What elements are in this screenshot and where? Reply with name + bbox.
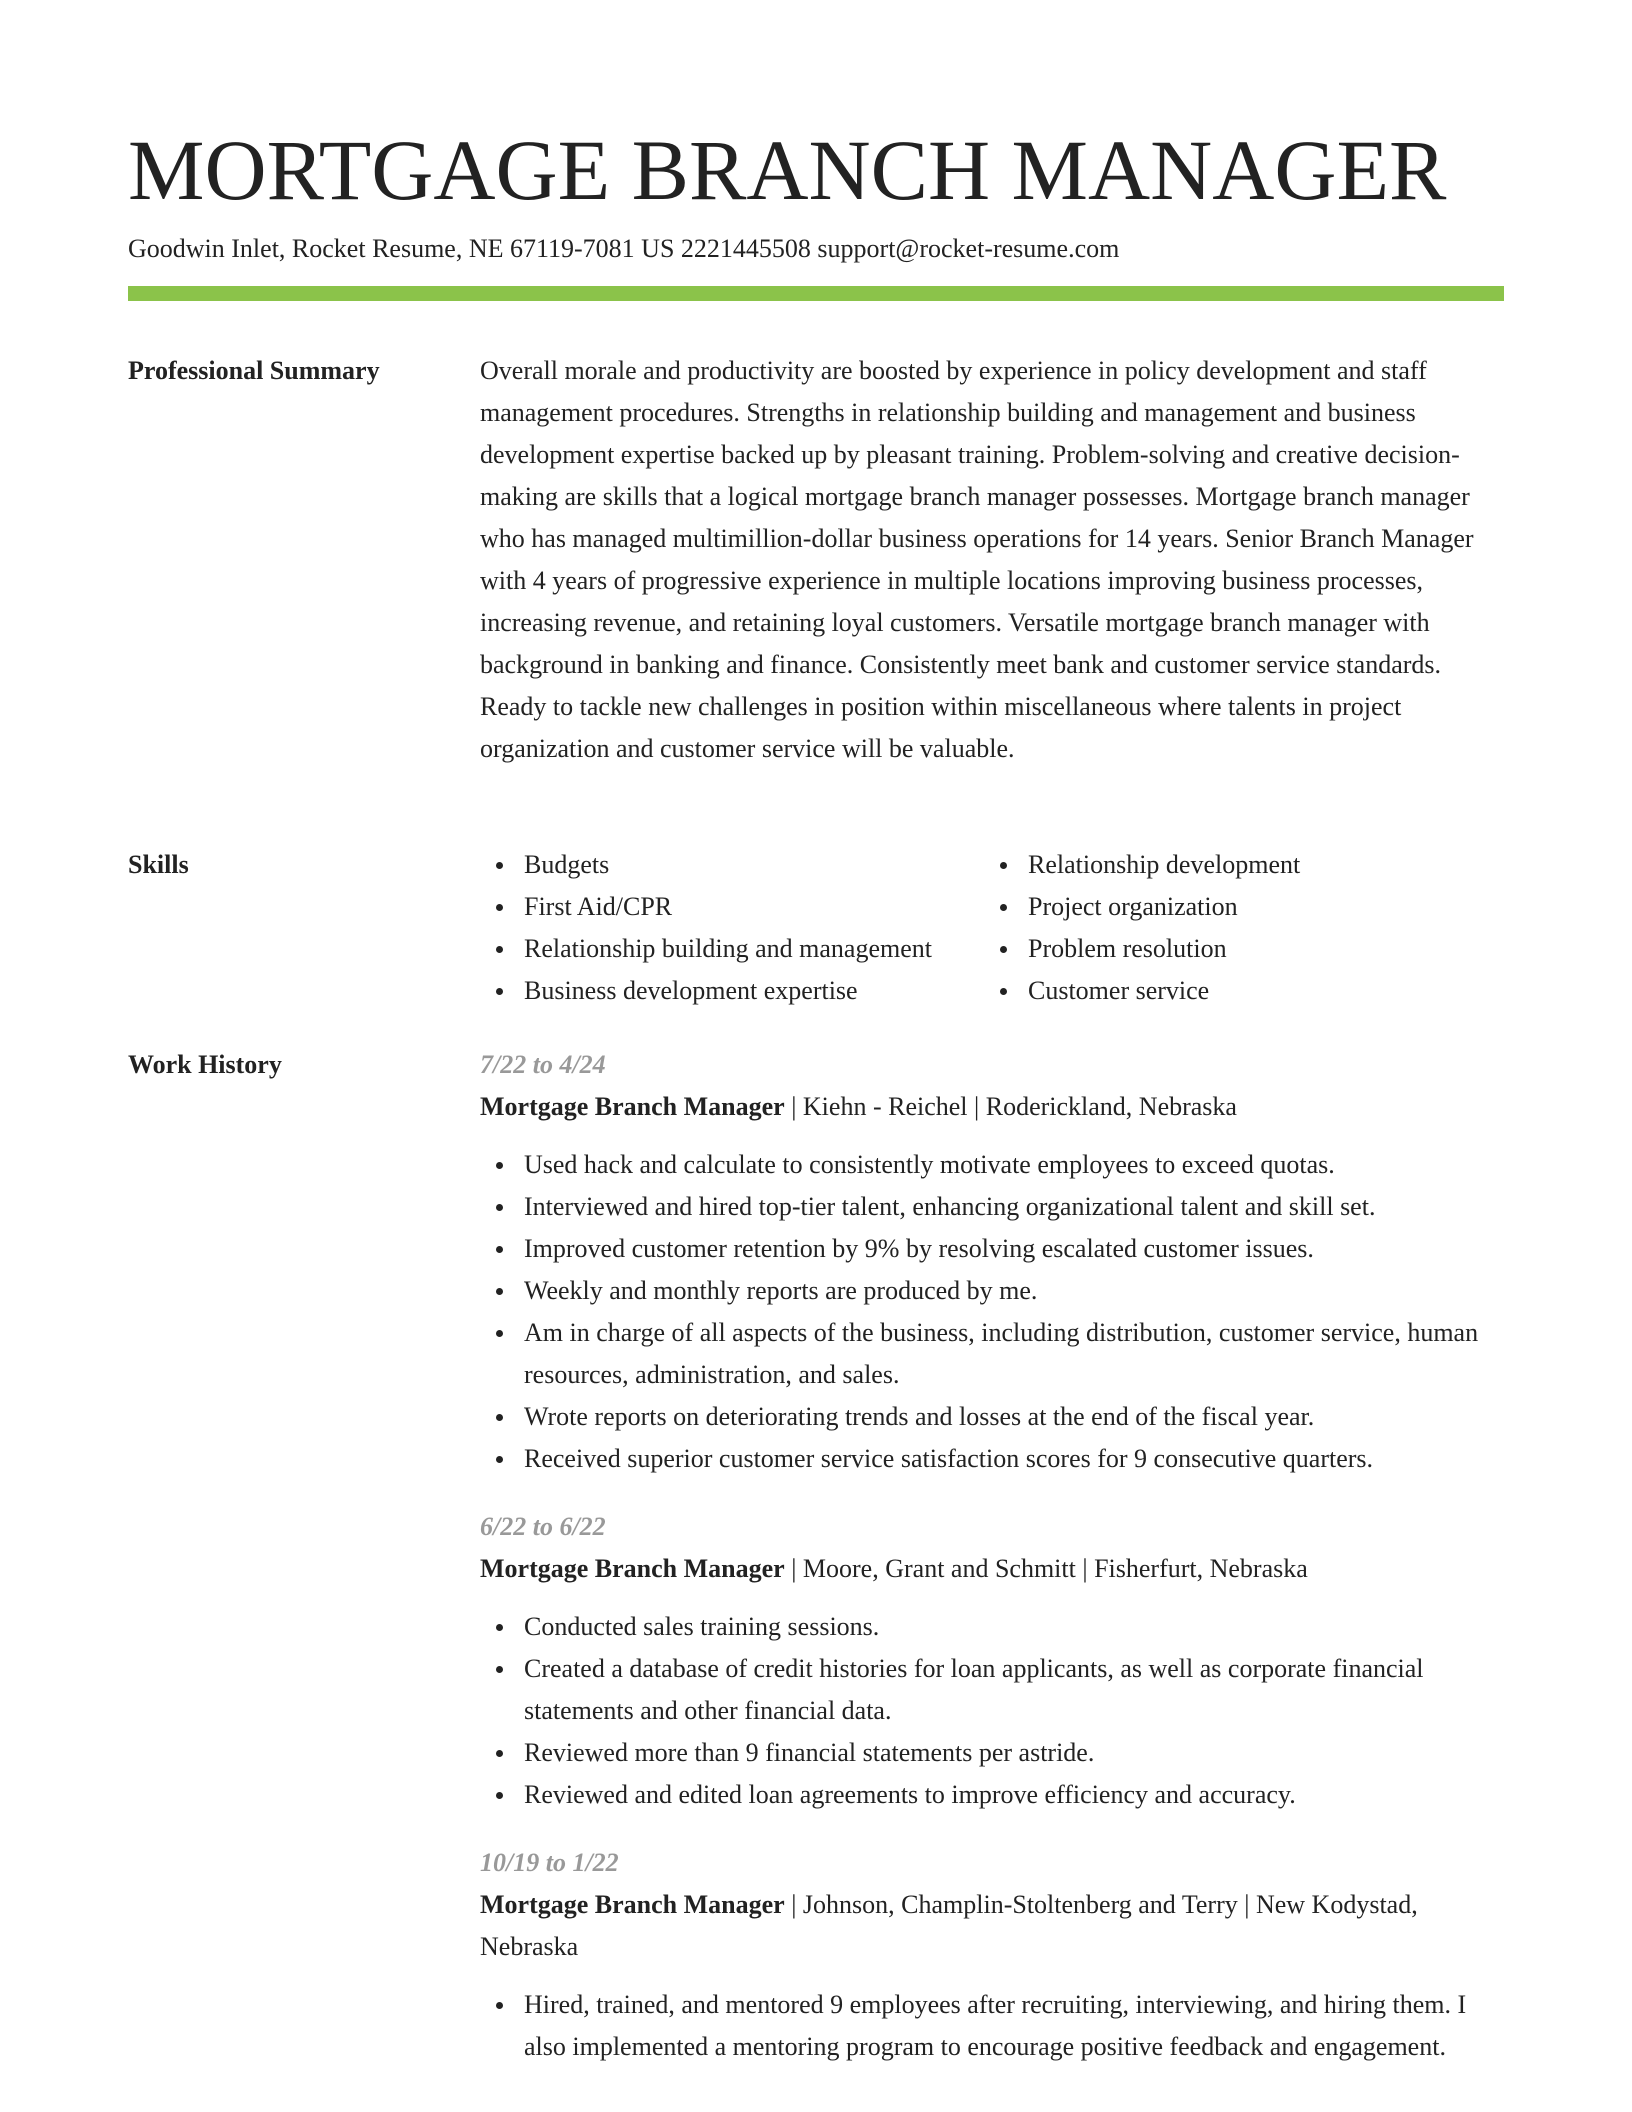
job-heading (480, 1086, 1504, 1128)
job-entry (480, 1842, 1504, 2068)
skills-heading: Skills (128, 850, 189, 879)
skill-item: Relationship building and management (480, 928, 984, 970)
job-title: Mortgage Branch Manager (480, 1554, 785, 1583)
skills-body (480, 844, 1504, 1012)
job-duty: Interviewed and hired top-tier talent, enhancing organizational talent and skill set. (480, 1186, 1504, 1228)
job-duty: Hired, trained, and mentored 9 employees after recruiting, interviewing, and hiring them. I also implemented a mentoring program to encourage positive feedback and engagement. (480, 1984, 1504, 2068)
skill-item: First Aid/CPR (480, 886, 984, 928)
skill-item: Project organization (984, 886, 1504, 928)
job-title: Mortgage Branch Manager (480, 1092, 785, 1121)
job-date: 7/22 to 4/24 (480, 1050, 606, 1079)
job-duty: Received superior customer service satisfaction scores for 9 consecutive quarters. (480, 1438, 1504, 1480)
resume-name-heading: MORTGAGE BRANCH MANAGER (128, 122, 1447, 218)
contact-info: Goodwin Inlet, Rocket Resume, NE 67119-7081 US 2221445508 support@rocket-resume.com (128, 234, 1120, 263)
job-entry (480, 1506, 1504, 1816)
skill-item: Business development expertise (480, 970, 984, 1012)
job-duties-list (480, 1606, 1504, 1816)
job-employer-location: | Johnson, Champlin-Stoltenberg and Terry | New Kodystad, Nebraska (480, 1890, 1418, 1961)
skill-item: Customer service (984, 970, 1504, 1012)
job-entry (480, 1044, 1504, 1480)
summary-heading: Professional Summary (128, 356, 380, 385)
job-date: 6/22 to 6/22 (480, 1512, 606, 1541)
job-duty: Weekly and monthly reports are produced by me. (480, 1270, 1504, 1312)
summary-text: Overall morale and productivity are boosted by experience in policy development and staff management procedures. Strengths in relationship building and management and business development expertise backed up by pleasant training. Problem-solving and creative decision-making are skills that a logical mortgage branch manager possesses. Mortgage branch manager who has managed multimillion-dollar business operations for 14 years. Senior Branch Manager with 4 years of progressive experience in multiple locations improving business processes, increasing revenue, and retaining loyal customers. Versatile mortgage branch manager with background in banking and finance. Consistently meet bank and customer service standards. Ready to tackle new challenges in position within miscellaneous where talents in project organization and customer service will be valuable. (480, 356, 1474, 763)
job-duties-list (480, 1144, 1504, 1480)
skill-item: Budgets (480, 844, 984, 886)
job-duty: Reviewed more than 9 financial statements per astride. (480, 1732, 1504, 1774)
job-duty: Reviewed and edited loan agreements to improve efficiency and accuracy. (480, 1774, 1504, 1816)
header-divider (128, 286, 1504, 301)
skills-grid (480, 844, 1504, 1012)
job-duty: Used hack and calculate to consistently motivate employees to exceed quotas. (480, 1144, 1504, 1186)
job-employer-location: | Moore, Grant and Schmitt | Fisherfurt, Nebraska (784, 1554, 1308, 1583)
work-history-body (480, 1044, 1504, 2094)
skills-list-right (984, 844, 1504, 1012)
job-duty: Improved customer retention by 9% by resolving escalated customer issues. (480, 1228, 1504, 1270)
job-heading (480, 1884, 1504, 1968)
job-duty: Am in charge of all aspects of the business, including distribution, customer service, human resources, administration, and sales. (480, 1312, 1504, 1396)
work-history-heading: Work History (128, 1050, 282, 1079)
job-heading (480, 1548, 1504, 1590)
job-title: Mortgage Branch Manager (480, 1890, 785, 1919)
job-duty: Created a database of credit histories for loan applicants, as well as corporate financial statements and other financial data. (480, 1648, 1504, 1732)
job-duty: Wrote reports on deteriorating trends and losses at the end of the fiscal year. (480, 1396, 1504, 1438)
skill-item: Problem resolution (984, 928, 1504, 970)
job-duties-list (480, 1984, 1504, 2068)
resume-page (128, 0, 1504, 2112)
job-employer-location: | Kiehn - Reichel | Roderickland, Nebraska (784, 1092, 1237, 1121)
job-duty: Conducted sales training sessions. (480, 1606, 1504, 1648)
skill-item: Relationship development (984, 844, 1504, 886)
job-date: 10/19 to 1/22 (480, 1848, 619, 1877)
skills-list-left (480, 844, 984, 1012)
